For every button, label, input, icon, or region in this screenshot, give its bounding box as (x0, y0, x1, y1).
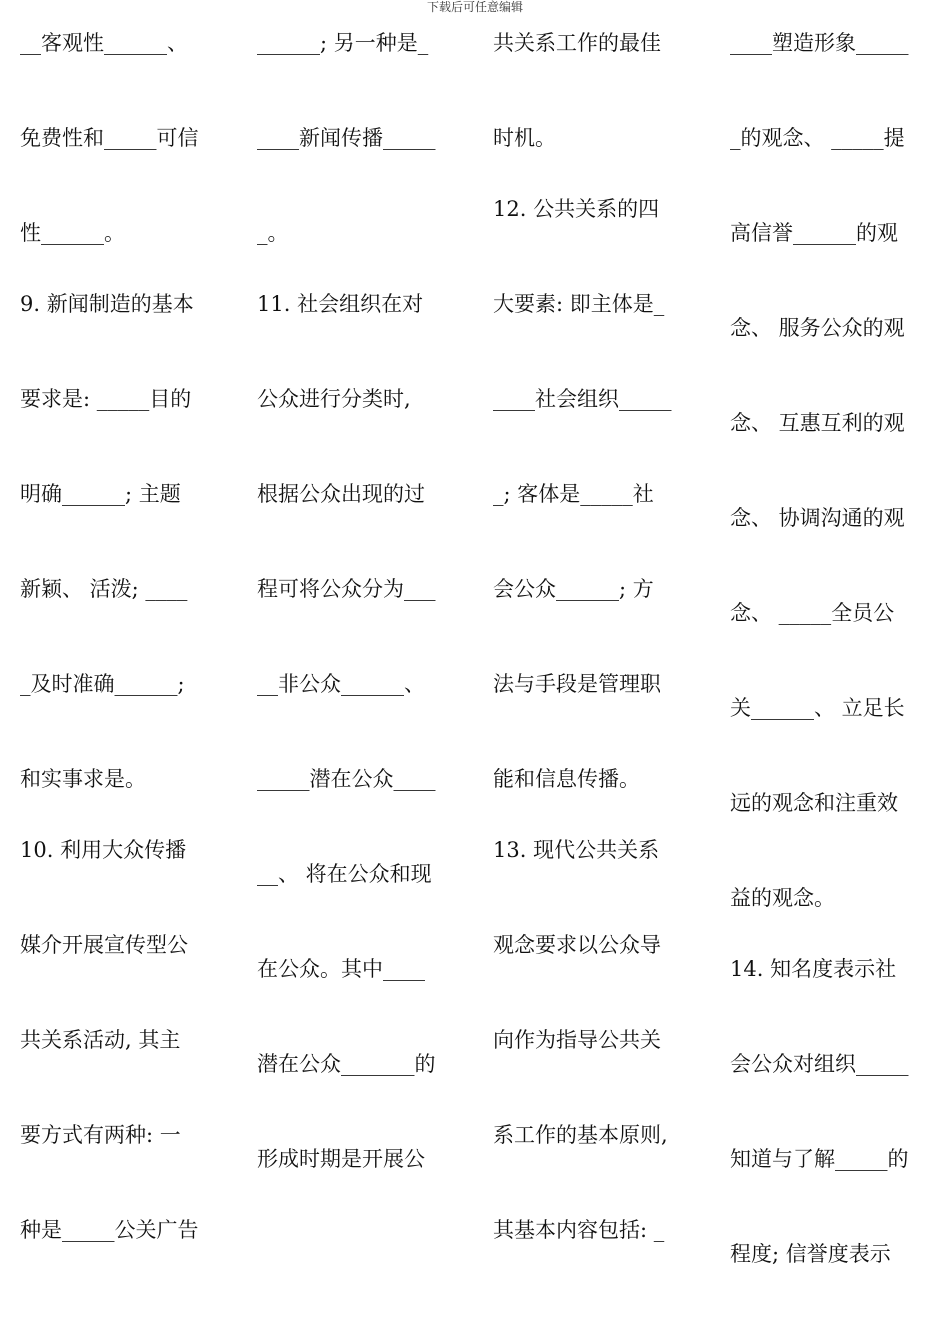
text-line: __非公众______、 (257, 672, 425, 696)
text-line: _的观念、 _____提 (730, 126, 905, 150)
text-line: _。 (257, 221, 289, 245)
text-line: 念、 _____全员公 (730, 601, 895, 625)
text-line: 14. 知名度表示社 (730, 957, 897, 981)
text-line: ____社会组织_____ (493, 387, 672, 411)
text-line: 种是_____公关广告 (20, 1218, 199, 1242)
text-column-3 (493, 0, 708, 1344)
text-line: 和实事求是。 (20, 767, 146, 791)
text-line: 程度; 信誉度表示 (730, 1242, 891, 1266)
text-line: 公众进行分类时, (257, 387, 411, 411)
text-line: ____新闻传播_____ (257, 126, 436, 150)
text-line: 知道与了解_____的 (730, 1147, 909, 1171)
text-line: 大要素: 即主体是_ (493, 292, 665, 316)
text-line: 程可将公众分为___ (257, 577, 436, 601)
text-line: 潜在公众_______的 (257, 1052, 436, 1076)
text-line: 12. 公共关系的四 (493, 197, 660, 221)
text-line: ______; 另一种是_ (257, 31, 429, 55)
text-line: 10. 利用大众传播 (20, 838, 187, 862)
text-line: 念、 协调沟通的观 (730, 506, 905, 530)
text-line: 要求是: _____目的 (20, 387, 192, 411)
text-column-4 (730, 0, 945, 1344)
text-line: 共关系活动, 其主 (20, 1028, 181, 1052)
text-line: 关______、 立足长 (730, 696, 905, 720)
text-line: 法与手段是管理职 (493, 672, 661, 696)
text-line: _; 客体是_____社 (493, 482, 654, 506)
text-line: 其基本内容包括: _ (493, 1218, 665, 1242)
text-line: 益的观念。 (730, 886, 835, 910)
text-line: 高信誉______的观 (730, 221, 898, 245)
text-line: 念、 互惠互利的观 (730, 411, 905, 435)
text-line: 会公众______; 方 (493, 577, 654, 601)
text-line: 观念要求以公众导 (493, 933, 661, 957)
text-line: 念、 服务公众的观 (730, 316, 905, 340)
text-line: 远的观念和注重效 (730, 791, 898, 815)
text-line: 时机。 (493, 126, 556, 150)
text-line: 9. 新闻制造的基本 (20, 292, 194, 316)
text-line: 媒介开展宣传型公 (20, 933, 188, 957)
text-line: 新颖、 活泼; ____ (20, 577, 188, 601)
text-line: 系工作的基本原则, (493, 1123, 668, 1147)
text-line: 要方式有两种: 一 (20, 1123, 181, 1147)
text-line: 性______。 (20, 221, 125, 245)
text-line: __、 将在公众和现 (257, 862, 432, 886)
text-line: 共关系工作的最佳 (493, 31, 661, 55)
text-line: 11. 社会组织在对 (257, 292, 424, 316)
text-column-2 (257, 0, 472, 1344)
text-line: 能和信息传播。 (493, 767, 640, 791)
text-line: 明确______; 主题 (20, 482, 181, 506)
text-line: 免费性和_____可信 (20, 126, 199, 150)
text-line: 向作为指导公共关 (493, 1028, 661, 1052)
text-line: 在公众。其中____ (257, 957, 425, 981)
text-line: _及时准确______; (20, 672, 185, 696)
text-line: 形成时期是开展公 (257, 1147, 425, 1171)
text-line: _____潜在公众____ (257, 767, 436, 791)
text-line: __客观性______、 (20, 31, 188, 55)
text-line: 根据公众出现的过 (257, 482, 425, 506)
text-column-1 (20, 0, 235, 1344)
text-line: 会公众对组织_____ (730, 1052, 909, 1076)
page-header: 下载后可任意编辑 (426, 0, 523, 14)
text-line: 13. 现代公共关系 (493, 838, 660, 862)
text-line: ____塑造形象_____ (730, 31, 909, 55)
